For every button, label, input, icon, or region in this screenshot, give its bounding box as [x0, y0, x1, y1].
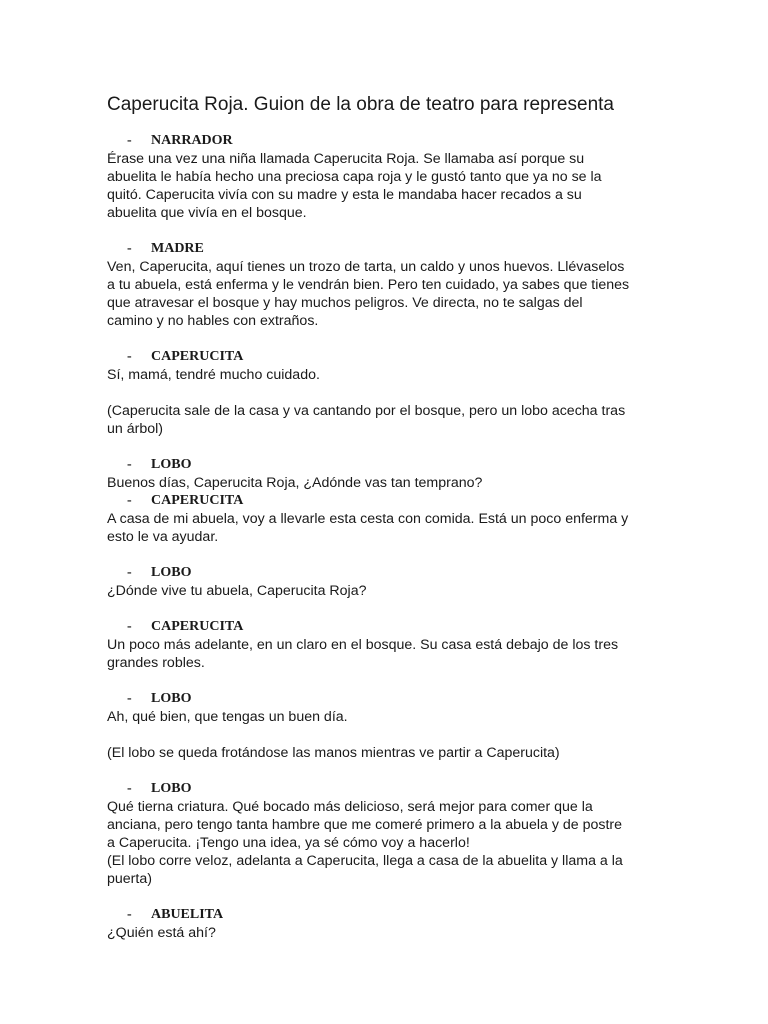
- list-dash: -: [127, 457, 132, 472]
- speaker-name: NARRADOR: [151, 133, 233, 148]
- dialogue-block-caperucita: [107, 348, 667, 384]
- speaker-name: LOBO: [151, 781, 192, 796]
- dialogue-block-madre: [107, 240, 667, 330]
- dialogue-block-narrador: [107, 132, 667, 222]
- list-dash: -: [127, 241, 132, 256]
- speaker-name: CAPERUCITA: [151, 493, 244, 508]
- speaker-name: MADRE: [151, 241, 204, 256]
- list-dash: -: [127, 691, 132, 706]
- speaker-line: [107, 456, 667, 474]
- dialogue-block-lobo: [107, 780, 667, 888]
- speaker-name: LOBO: [151, 691, 192, 706]
- dialogue-text: Sí, mamá, tendré mucho cuidado.: [107, 367, 320, 383]
- speaker-line: [107, 564, 667, 582]
- speaker-line: [107, 906, 667, 924]
- speaker-line: [107, 618, 667, 636]
- dialogue-text: Qué tierna criatura. Qué bocado más delicioso, será mejor para comer que la anciana, pero tengo tanta hambre que me comeré primero a la abuela y de postre a Caperucita. ¡Tengo una idea, ya sé cómo voy a hacerlo! (El lobo corre veloz, adelanta a Caperucita, llega a casa de la abuelita y llama a la puerta): [107, 799, 623, 887]
- list-dash: -: [127, 907, 132, 922]
- speaker-line: [107, 690, 667, 708]
- script-body: [107, 132, 667, 942]
- speaker-line: [107, 132, 667, 150]
- stage-direction: [107, 402, 667, 438]
- speaker-name: CAPERUCITA: [151, 349, 244, 364]
- dialogue-text: Buenos días, Caperucita Roja, ¿Adónde vas tan temprano?: [107, 475, 483, 491]
- dialogue-block-lobo: [107, 690, 667, 726]
- dialogue-text: Un poco más adelante, en un claro en el bosque. Su casa está debajo de los tres grandes robles.: [107, 637, 619, 671]
- dialogue-block-lobo: [107, 564, 667, 600]
- speaker-line: [107, 780, 667, 798]
- speaker-line: [107, 348, 667, 366]
- dialogue-text: A casa de mi abuela, voy a llevarle esta cesta con comida. Está un poco enferma y esto le va ayudar.: [107, 511, 629, 545]
- speaker-line: [107, 492, 667, 510]
- dialogue-block-caperucita: [107, 492, 667, 546]
- dialogue-text: Ven, Caperucita, aquí tienes un trozo de tarta, un caldo y unos huevos. Llévaselos a tu abuela, está enferma y le vendrán bien. Pero ten cuidado, ya sabes que tienes que atravesar el bosque y hay muchos peligros. Ve directa, no te salgas del camino y no hables con extraños.: [107, 259, 630, 329]
- dialogue-block-caperucita: [107, 618, 667, 672]
- speaker-line: [107, 240, 667, 258]
- list-dash: -: [127, 781, 132, 796]
- dialogue-text: Érase una vez una niña llamada Caperucita Roja. Se llamaba así porque su abuelita le había hecho una preciosa capa roja y le gustó tanto que ya no se la quitó. Caperucita vivía con su madre y esta le mandaba hacer recados a su abuelita que vivía en el bosque.: [107, 151, 602, 221]
- list-dash: -: [127, 619, 132, 634]
- speaker-name: CAPERUCITA: [151, 619, 244, 634]
- dialogue-text: Ah, qué bien, que tengas un buen día.: [107, 709, 348, 725]
- stage-direction: [107, 744, 667, 762]
- speaker-name: LOBO: [151, 457, 192, 472]
- dialogue-block-lobo: [107, 456, 667, 492]
- dialogue-block-abuelita: [107, 906, 667, 942]
- stage-direction-text: (Caperucita sale de la casa y va cantando por el bosque, pero un lobo acecha tras un árbol): [107, 403, 626, 437]
- stage-direction-text: (El lobo se queda frotándose las manos mientras ve partir a Caperucita): [107, 745, 560, 761]
- dialogue-text: ¿Dónde vive tu abuela, Caperucita Roja?: [107, 583, 367, 599]
- speaker-name: ABUELITA: [151, 907, 224, 922]
- list-dash: -: [127, 349, 132, 364]
- list-dash: -: [127, 493, 132, 508]
- document-title: Caperucita Roja. Guion de la obra de teatro para representa: [107, 94, 614, 115]
- list-dash: -: [127, 565, 132, 580]
- dialogue-text: ¿Quién está ahí?: [107, 925, 216, 941]
- speaker-name: LOBO: [151, 565, 192, 580]
- list-dash: -: [127, 133, 132, 148]
